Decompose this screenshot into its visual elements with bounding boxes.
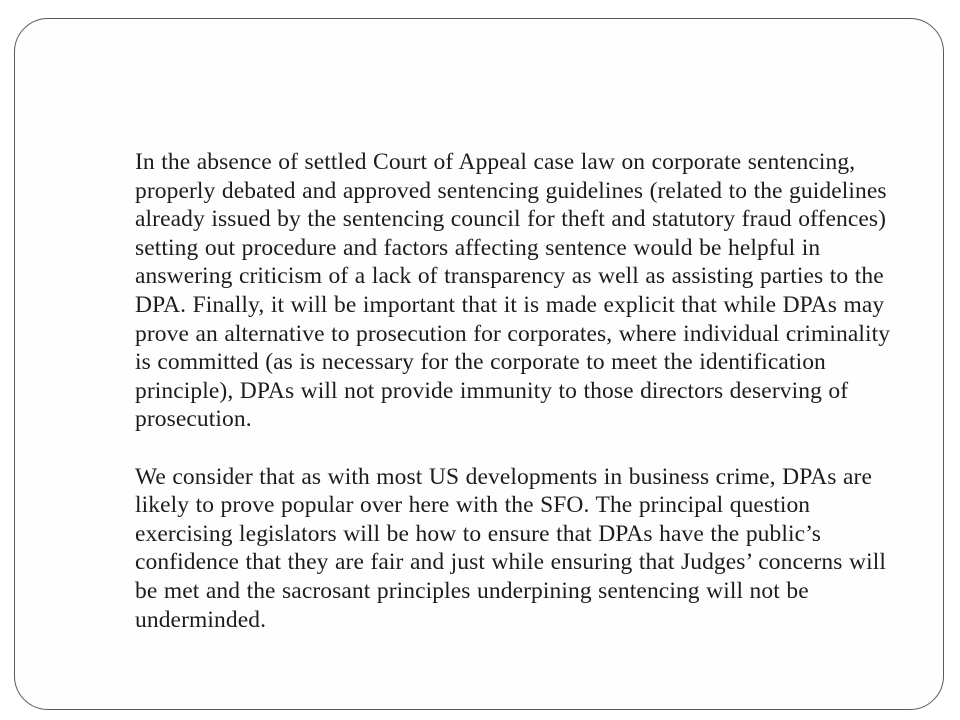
body-paragraph-1: In the absence of settled Court of Appeal case law on corporate sentencing, properly debated and approved sentencing guidelines (related to the guidelines already issued by the sentencing council for theft and statutory fraud offences) setting out procedure and factors affecting sentence would be helpful in answering criticism of a lack of transparency as well as assisting parties to the DPA. Finally, it will be important that it is made explicit that while DPAs may prove an alternative to prosecution for corporates, where individual criminality is committed (as is necessary for the corporate to meet the identification principle), DPAs will not provide immunity to those directors deserving of prosecution. xyxy=(135,149,891,433)
body-paragraph-2: We consider that as with most US developments in business crime, DPAs are likely to prove popular over here with the SFO. The principal question exercising legislators will be how to ensure that DPAs have the public’s confidence that they are fair and just while ensuring that Judges’ concerns will be met and the sacrosant principles underpining sentencing will not be underminded. xyxy=(135,463,886,633)
paragraph-spacer xyxy=(135,434,907,463)
slide-body-textbox[interactable] xyxy=(135,148,907,634)
